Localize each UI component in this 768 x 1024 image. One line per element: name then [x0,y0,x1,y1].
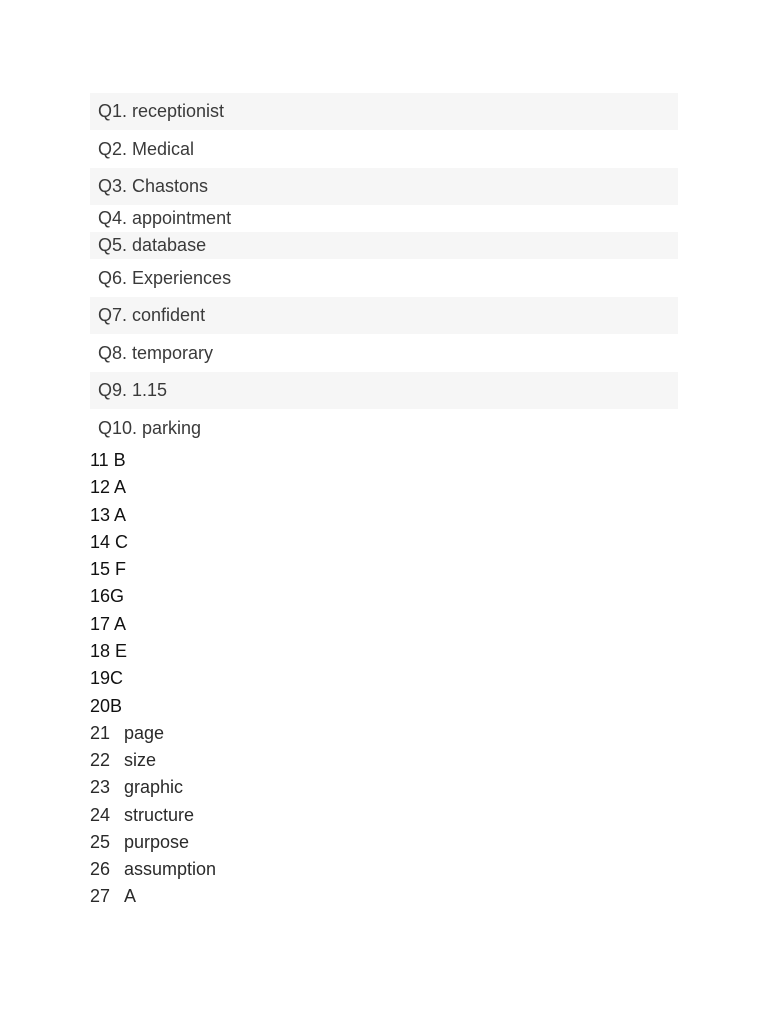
q-answer-row [90,205,678,232]
word-answer-number: 22 [90,750,111,771]
word-answer-number: 25 [90,831,111,852]
word-answer-text: size [124,750,157,771]
letter-answer-row: 20B [90,695,123,716]
word-answer-row [90,774,216,801]
q-answer-text: Q7. confident [98,305,206,325]
word-answer-row [90,802,216,829]
word-answer-text: purpose [124,831,190,852]
word-answer-row [90,856,216,883]
letter-answer-row: 12 A [90,477,127,498]
word-answer-number: 23 [90,777,111,798]
letter-answer-row: 13 A [90,504,127,525]
q-answer-text: Q2. Medical [98,138,195,159]
q-answer-row [90,130,678,168]
q-answer-row [90,232,678,259]
q-answer-text: Q4. appointment [98,208,232,228]
word-answer-number: 26 [90,858,111,879]
q-answer-text: Q1. receptionist [98,101,225,121]
letter-answer-row: 17 A [90,613,127,634]
q-answer-row [90,334,678,372]
word-answer-text: assumption [124,858,217,879]
q-answer-row [90,409,678,447]
q-answer-row [90,372,678,409]
word-answer-row [90,829,216,856]
letter-answer-list [90,447,128,720]
q-answer-text: Q3. Chastons [98,176,209,196]
letter-answer-row: 11 B [90,450,126,470]
q-answer-text: Q6. Experiences [98,267,232,288]
q-answer-row [90,93,678,130]
q-answer-row [90,297,678,334]
q-answer-text: Q8. temporary [98,342,214,363]
word-answer-text: graphic [124,777,184,798]
word-answer-text: structure [124,804,195,825]
word-answer-row [90,883,216,910]
letter-answer-row: 18 E [90,641,128,662]
word-answer-number: 27 [90,886,111,907]
word-answer-text: A [124,886,137,907]
word-answer-row [90,720,216,747]
q-answer-text: Q5. database [98,235,207,255]
q-answer-row [90,168,678,205]
letter-answer-row: 14 C [90,531,129,552]
word-answer-number: 21 [90,723,111,743]
letter-answer-row: 16G [90,586,125,607]
letter-answer-row: 19C [90,668,124,689]
word-answer-number: 24 [90,804,111,825]
letter-answer-row: 15 F [90,559,127,580]
word-answer-list [90,720,216,910]
q-answer-text: Q9. 1.15 [98,380,168,400]
q-answer-row [90,259,678,297]
q-answer-text: Q10. parking [98,417,202,438]
word-answer-text: page [124,723,165,743]
q-answer-list [90,93,678,447]
word-answer-row [90,747,216,774]
